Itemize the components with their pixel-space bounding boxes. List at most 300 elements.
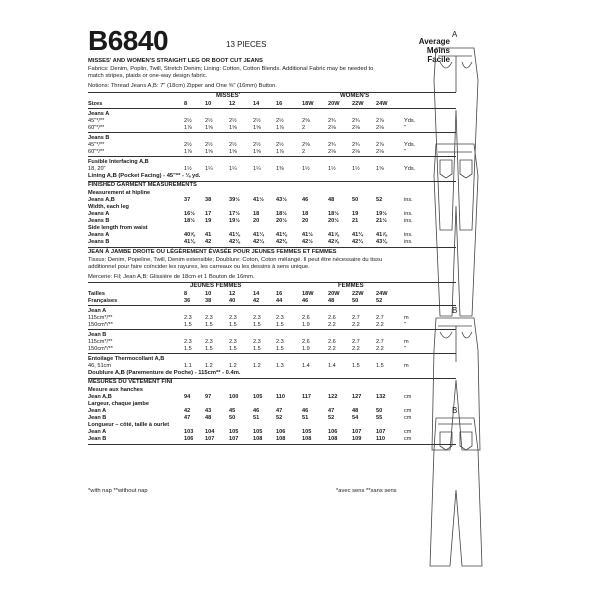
cell-value: 1.9 xyxy=(302,346,310,352)
cell-value: 2½ xyxy=(253,142,261,148)
cell-value: 107 xyxy=(229,436,239,442)
text-line: MESURES DU VÊTEMENT FINI xyxy=(88,379,173,385)
table-row xyxy=(88,100,460,108)
cell-value: 10 xyxy=(205,101,212,107)
cell-value: 2.3 xyxy=(184,315,192,321)
cell-value: 1.5 xyxy=(229,346,237,352)
cell-value: 47 xyxy=(276,408,283,414)
row-label: Jean B xyxy=(88,332,107,338)
cell-value: 1.4 xyxy=(302,363,310,369)
cell-value: 2¾ xyxy=(352,142,360,148)
cell-value: 106 xyxy=(184,436,194,442)
cell-value: 1.5 xyxy=(184,346,192,352)
cell-value: 17 xyxy=(205,211,212,217)
cell-value: 127 xyxy=(352,394,362,400)
cell-value: 44 xyxy=(276,298,283,304)
cell-value: 43½ xyxy=(276,197,287,203)
cell-value: 1.2 xyxy=(253,363,261,369)
table-row xyxy=(88,297,460,305)
cell-value: 107 xyxy=(205,436,215,442)
cell-value: 42 xyxy=(184,408,191,414)
group-womens: WOMEN'S xyxy=(340,93,370,99)
table-row xyxy=(88,238,460,246)
cell-value: 2½ xyxy=(276,118,284,124)
cell-value: 2¾ xyxy=(328,142,336,148)
cell-value: 103 xyxy=(184,429,194,435)
cell-value: 20 xyxy=(302,218,309,224)
cell-value: 2¾ xyxy=(352,118,360,124)
cell-value: 1¼ xyxy=(253,166,261,172)
cell-value: 1⅞ xyxy=(184,125,192,131)
cell-value: 52 xyxy=(376,197,383,203)
cell-value: 2½ xyxy=(229,142,237,148)
cell-value: 2⅛ xyxy=(376,125,384,131)
row-label: Jeans A xyxy=(88,211,110,217)
cell-value: 1¼ xyxy=(205,166,213,172)
view-b-back-label: B xyxy=(452,406,458,415)
row-label: 115cm*/** xyxy=(88,339,113,345)
cell-value: 97 xyxy=(205,394,212,400)
row-label: 150cm*/** xyxy=(88,346,113,352)
unit-label: cm xyxy=(404,394,412,400)
row-label: Françaises xyxy=(88,298,118,304)
divider xyxy=(88,92,456,93)
row-label: Measurement at hipline xyxy=(88,190,151,196)
cell-value: 19 xyxy=(352,211,359,217)
cell-value: 20W xyxy=(328,291,340,297)
cell-value: 108 xyxy=(276,436,286,442)
unit-label: cm xyxy=(404,436,412,442)
cell-value: 1.5 xyxy=(205,322,213,328)
footnote-fr: *avec sens **sans sens xyxy=(336,488,397,494)
cell-value: 42 xyxy=(205,239,212,245)
unit-label: m xyxy=(404,315,409,321)
text-line: JEAN À JAMBE DROITE OU LÉGÈREMENT ÉVASÉE POUR JEUNES FEMMES ET FEMMES xyxy=(88,249,337,255)
cell-value: 2.3 xyxy=(276,339,284,345)
cell-value: 2.6 xyxy=(328,339,336,345)
cell-value: 36 xyxy=(184,298,191,304)
cell-value: 51 xyxy=(302,415,309,421)
footnote-en: *with nap **without nap xyxy=(88,488,148,494)
cell-value: 110 xyxy=(276,394,286,400)
cell-value: 21 xyxy=(352,218,359,224)
divider xyxy=(88,444,456,445)
cell-value: 48 xyxy=(328,197,335,203)
unit-label: ins. xyxy=(404,197,413,203)
cell-value: 106 xyxy=(328,429,338,435)
cell-value: 19½ xyxy=(376,211,387,217)
cell-value: 41¼ xyxy=(253,232,264,238)
cell-value: 1.3 xyxy=(276,363,284,369)
cell-value: 2⅛ xyxy=(376,149,384,155)
cell-value: 43⅛ xyxy=(376,239,387,245)
cell-value: 1½ xyxy=(302,166,310,172)
row-label: Jean A xyxy=(88,408,107,414)
divider xyxy=(88,305,456,306)
divider xyxy=(88,156,456,157)
table-row xyxy=(88,435,460,443)
unit-label: ins. xyxy=(404,232,413,238)
cell-value: 104 xyxy=(205,429,215,435)
cell-value: 47 xyxy=(328,408,335,414)
cell-value: 46 xyxy=(302,298,309,304)
cell-value: 108 xyxy=(253,436,263,442)
cell-value: 42 xyxy=(253,298,260,304)
cell-value: 1⅜ xyxy=(276,166,284,172)
cell-value: 1½ xyxy=(328,166,336,172)
cell-value: 1.4 xyxy=(328,363,336,369)
cell-value: 46 xyxy=(302,408,309,414)
unit-label: m xyxy=(404,339,409,345)
cell-value: 2⅛ xyxy=(352,149,360,155)
row-label: Fusible Interfacing A,B xyxy=(88,159,149,165)
text-line: FINISHED GARMENT MEASUREMENTS xyxy=(88,182,197,188)
view-b-label: B xyxy=(452,306,458,315)
cell-value: 2.6 xyxy=(302,315,310,321)
cell-value: 1⅝ xyxy=(376,166,384,172)
cell-value: 1.5 xyxy=(276,346,284,352)
cell-value: 2.2 xyxy=(376,322,384,328)
cell-value: 2.2 xyxy=(328,322,336,328)
cell-value: 1½ xyxy=(184,166,192,172)
cell-value: 2.3 xyxy=(276,315,284,321)
fabrics-line2: match stripes, plaids or one-way design fabric. xyxy=(88,73,208,79)
row-label: 150cm*/** xyxy=(88,322,113,328)
cell-value: 18½ xyxy=(184,218,195,224)
cell-value: 2.3 xyxy=(253,339,261,345)
cell-value: 1.5 xyxy=(205,346,213,352)
row-label: Mesure aux hanches xyxy=(88,387,144,393)
unit-label: " xyxy=(404,322,406,328)
row-label: 18, 20" xyxy=(88,166,106,172)
cell-value: 2⅝ xyxy=(302,142,310,148)
cell-value: 1⅝ xyxy=(205,149,213,155)
text-line: Tissus: Denim, Popeline, Twill, Denim extensible; Doublure: Coton, Coton mélangé. Il peut être nécessaire du tissu xyxy=(88,257,383,263)
table-row xyxy=(88,148,460,156)
cell-value: 12 xyxy=(229,101,236,107)
cell-value: 18W xyxy=(302,291,314,297)
cell-value: 21½ xyxy=(376,218,387,224)
cell-value: 2½ xyxy=(229,118,237,124)
cell-value: 38 xyxy=(205,197,212,203)
cell-value: 2 xyxy=(302,125,306,131)
cell-value: 107 xyxy=(352,429,362,435)
cell-value: 2.3 xyxy=(205,315,213,321)
unit-label: Yds. xyxy=(404,118,416,124)
cell-value: 24W xyxy=(376,291,388,297)
row-label: Jeans B xyxy=(88,218,110,224)
cell-value: 94 xyxy=(184,394,191,400)
cell-value: 42⅝ xyxy=(328,239,339,245)
cell-value: 2.3 xyxy=(253,315,261,321)
cell-value: 46 xyxy=(253,408,260,414)
row-label: 45"*/** xyxy=(88,118,105,124)
group-misses: MISSES' xyxy=(216,93,241,99)
row-label: Jeans A xyxy=(88,111,110,117)
cell-value: 1¼ xyxy=(229,166,237,172)
cell-value: 22W xyxy=(352,291,364,297)
cell-value: 12 xyxy=(229,291,236,297)
cell-value: 2⅞ xyxy=(376,142,384,148)
cell-value: 1.2 xyxy=(229,363,237,369)
table-row xyxy=(88,321,460,329)
cell-value: 2⅛ xyxy=(328,125,336,131)
cell-value: 110 xyxy=(376,436,386,442)
cell-value: 54 xyxy=(352,415,359,421)
cell-value: 2.6 xyxy=(302,339,310,345)
divider xyxy=(88,132,456,133)
unit-label: cm xyxy=(404,429,412,435)
divider xyxy=(88,353,456,354)
cell-value: 2.3 xyxy=(229,339,237,345)
cell-value: 2.2 xyxy=(352,346,360,352)
cell-value: 51 xyxy=(253,415,260,421)
cell-value: 20W xyxy=(328,101,340,107)
cell-value: 1.5 xyxy=(352,363,360,369)
cell-value: 24W xyxy=(376,101,388,107)
cell-value: 18½ xyxy=(276,211,287,217)
cell-value: 2.7 xyxy=(376,315,384,321)
cell-value: 2 xyxy=(302,149,306,155)
cell-value: 1⅝ xyxy=(229,125,237,131)
cell-value: 1.2 xyxy=(205,363,213,369)
row-label: Sizes xyxy=(88,101,103,107)
row-label: 45"*/** xyxy=(88,142,105,148)
cell-value: 55 xyxy=(376,415,383,421)
cell-value: 41¾ xyxy=(352,232,363,238)
row-label: Side length from waist xyxy=(88,225,148,231)
text-line: additionnel pour faire coïncider les rayures, les carreaux ou les dessins à sens unique. xyxy=(88,264,310,270)
divider xyxy=(88,108,456,109)
cell-value: 1⅞ xyxy=(276,125,284,131)
cell-value: 41⅜ xyxy=(276,232,287,238)
cell-value: 42½ xyxy=(302,239,313,245)
cell-value: 2.7 xyxy=(376,339,384,345)
cell-value: 2.3 xyxy=(184,339,192,345)
cell-value: 1⅞ xyxy=(276,149,284,155)
row-label: Jean A xyxy=(88,308,107,314)
cell-value: 1½ xyxy=(352,166,360,172)
cell-value: 1⅞ xyxy=(184,149,192,155)
row-label: Tailles xyxy=(88,291,105,297)
cell-value: 43 xyxy=(205,408,212,414)
row-label: Width, each leg xyxy=(88,204,129,210)
row-label: 115cm*/** xyxy=(88,315,113,321)
row-label: Longueur – côté, taille à ourlet xyxy=(88,422,170,428)
cell-value: 8 xyxy=(184,101,188,107)
cell-value: 117 xyxy=(302,394,312,400)
cell-value: 46 xyxy=(302,197,309,203)
cell-value: 16 xyxy=(276,101,283,107)
cell-value: 108 xyxy=(328,436,338,442)
unit-label: ins. xyxy=(404,239,413,245)
group-femmes: FEMMES xyxy=(338,283,364,289)
cell-value: 1.5 xyxy=(253,322,261,328)
cell-value: 47 xyxy=(184,415,191,421)
cell-value: 1⅝ xyxy=(253,149,261,155)
cell-value: 40 xyxy=(229,298,236,304)
unit-label: ins. xyxy=(404,218,413,224)
cell-value: 50 xyxy=(229,415,236,421)
cell-value: 107 xyxy=(376,429,386,435)
cell-value: 2⅞ xyxy=(376,118,384,124)
difficulty-en: Average xyxy=(418,37,450,46)
difficulty-fr: Moins Facile xyxy=(426,46,450,64)
table-row xyxy=(88,362,460,370)
unit-label: cm xyxy=(404,415,412,421)
cell-value: 1.9 xyxy=(302,322,310,328)
cell-value: 1.5 xyxy=(253,346,261,352)
cell-value: 41½ xyxy=(253,197,264,203)
divider xyxy=(88,282,456,283)
cell-value: 100 xyxy=(229,394,239,400)
cell-value: 19½ xyxy=(229,218,240,224)
cell-value: 14 xyxy=(253,291,260,297)
cell-value: 2.7 xyxy=(352,339,360,345)
cell-value: 48 xyxy=(205,415,212,421)
cell-value: 52 xyxy=(276,415,283,421)
cell-value: 2.2 xyxy=(328,346,336,352)
cell-value: 37 xyxy=(184,197,191,203)
unit-label: " xyxy=(404,149,406,155)
cell-value: 20½ xyxy=(276,218,287,224)
cell-value: 2⅛ xyxy=(328,149,336,155)
cell-value: 18 xyxy=(302,211,309,217)
cell-value: 14 xyxy=(253,101,260,107)
row-label: 60"*/** xyxy=(88,125,105,131)
cell-value: 42¾ xyxy=(352,239,363,245)
cell-value: 17½ xyxy=(229,211,240,217)
cell-value: 41⅝ xyxy=(328,232,339,238)
row-label: Largeur, chaque jambe xyxy=(88,401,149,407)
cell-value: 2⅝ xyxy=(302,118,310,124)
cell-value: 41 xyxy=(205,232,212,238)
cell-value: 20½ xyxy=(328,218,339,224)
cell-value: 50 xyxy=(352,197,359,203)
pattern-number: B6840 xyxy=(88,25,169,56)
cell-value: 1.5 xyxy=(229,322,237,328)
cell-value: 45 xyxy=(229,408,236,414)
cell-value: 105 xyxy=(302,429,312,435)
cell-value: 38 xyxy=(205,298,212,304)
cell-value: 16 xyxy=(276,291,283,297)
cell-value: 1⅝ xyxy=(253,125,261,131)
cell-value: 40⅝ xyxy=(184,232,195,238)
cell-value: 2½ xyxy=(205,142,213,148)
table-row xyxy=(88,124,460,132)
cell-value: 2.2 xyxy=(352,322,360,328)
cell-value: 10 xyxy=(205,291,212,297)
row-label: Jean A xyxy=(88,429,107,435)
cell-value: 19 xyxy=(205,218,212,224)
unit-label: " xyxy=(404,125,406,131)
cell-value: 41⅛ xyxy=(229,232,240,238)
row-label: 60"*/** xyxy=(88,149,105,155)
row-label: Jeans B xyxy=(88,239,110,245)
cell-value: 1⅝ xyxy=(229,149,237,155)
notions: Notions: Thread Jeans A,B: 7" (18cm) Zipper and One ⅝" (16mm) Button. xyxy=(88,83,277,89)
cell-value: 8 xyxy=(184,291,188,297)
row-label: Jean B xyxy=(88,415,107,421)
cell-value: 18½ xyxy=(328,211,339,217)
cell-value: 105 xyxy=(253,429,263,435)
cell-value: 41⅛ xyxy=(184,239,195,245)
cell-value: 1.5 xyxy=(184,322,192,328)
cell-value: 2½ xyxy=(184,142,192,148)
table-row xyxy=(88,345,460,353)
cell-value: 122 xyxy=(328,394,338,400)
unit-label: ins. xyxy=(404,211,413,217)
text-line: Mercerie: Fil; Jean A,B: Glissière de 18cm et 1 Bouton de 16mm. xyxy=(88,274,255,280)
cell-value: 20 xyxy=(253,218,260,224)
unit-label: " xyxy=(404,346,406,352)
cell-value: 52 xyxy=(328,415,335,421)
cell-value: 2½ xyxy=(205,118,213,124)
cell-value: 105 xyxy=(229,429,239,435)
cell-value: 109 xyxy=(352,436,362,442)
cell-value: 2.6 xyxy=(328,315,336,321)
fabrics-line1: Fabrics: Denim, Poplin, Twill, Stretch Denim; Lining: Cotton, Cotton Blends. Additional Fabric may be needed to xyxy=(88,66,374,72)
row-label: Jean A,B xyxy=(88,394,112,400)
cell-value: 2.2 xyxy=(376,346,384,352)
cell-value: 108 xyxy=(302,436,312,442)
divider xyxy=(88,247,456,248)
cell-value: 50 xyxy=(352,298,359,304)
cell-value: 1.1 xyxy=(184,363,192,369)
text-line: Lining A,B (Pocket Facing) - 45"** - ⅛ yd. xyxy=(88,173,201,179)
cell-value: 105 xyxy=(253,394,263,400)
view-a-label: A xyxy=(452,30,458,39)
cell-value: 48 xyxy=(352,408,359,414)
cell-value: 2½ xyxy=(253,118,261,124)
cell-value: 50 xyxy=(376,408,383,414)
cell-value: 132 xyxy=(376,394,386,400)
cell-value: 48 xyxy=(328,298,335,304)
row-label: Entoilage Thermocollant A,B xyxy=(88,356,165,362)
row-label: Jeans A xyxy=(88,232,110,238)
cell-value: 106 xyxy=(276,429,286,435)
row-label: Jean B xyxy=(88,436,107,442)
cell-value: 2½ xyxy=(184,118,192,124)
cell-value: 18 xyxy=(253,211,260,217)
cell-value: 18W xyxy=(302,101,314,107)
cell-value: 2.3 xyxy=(229,315,237,321)
cell-value: 2.3 xyxy=(205,339,213,345)
cell-value: 41½ xyxy=(302,232,313,238)
cell-value: 2¾ xyxy=(328,118,336,124)
cell-value: 39½ xyxy=(229,197,240,203)
row-label: 46, 51cm xyxy=(88,363,112,369)
table-row xyxy=(88,165,460,173)
cell-value: 52 xyxy=(376,298,383,304)
piece-count: 13 PIECES xyxy=(226,40,267,49)
group-jeunes-femmes: JEUNES FEMMES xyxy=(190,283,242,289)
cell-value: 1.5 xyxy=(376,363,384,369)
cell-value: 1⅝ xyxy=(205,125,213,131)
divider xyxy=(88,329,456,330)
cell-value: 42⅜ xyxy=(276,239,287,245)
english-heading: MISSES' AND WOMEN'S STRAIGHT LEG OR BOOT CUT JEANS xyxy=(88,58,263,64)
cell-value: 2⅛ xyxy=(352,125,360,131)
cell-value: 41⅞ xyxy=(376,232,387,238)
cell-value: 2½ xyxy=(276,142,284,148)
unit-label: Yds. xyxy=(404,166,416,172)
cell-value: 42⅛ xyxy=(229,239,240,245)
unit-label: m xyxy=(404,363,409,369)
cell-value: 2.7 xyxy=(352,315,360,321)
row-label: Jeans A,B xyxy=(88,197,115,203)
text-line: Doublure A,B (Parementure de Poche) - 115cm** - 0.4m. xyxy=(88,370,241,376)
